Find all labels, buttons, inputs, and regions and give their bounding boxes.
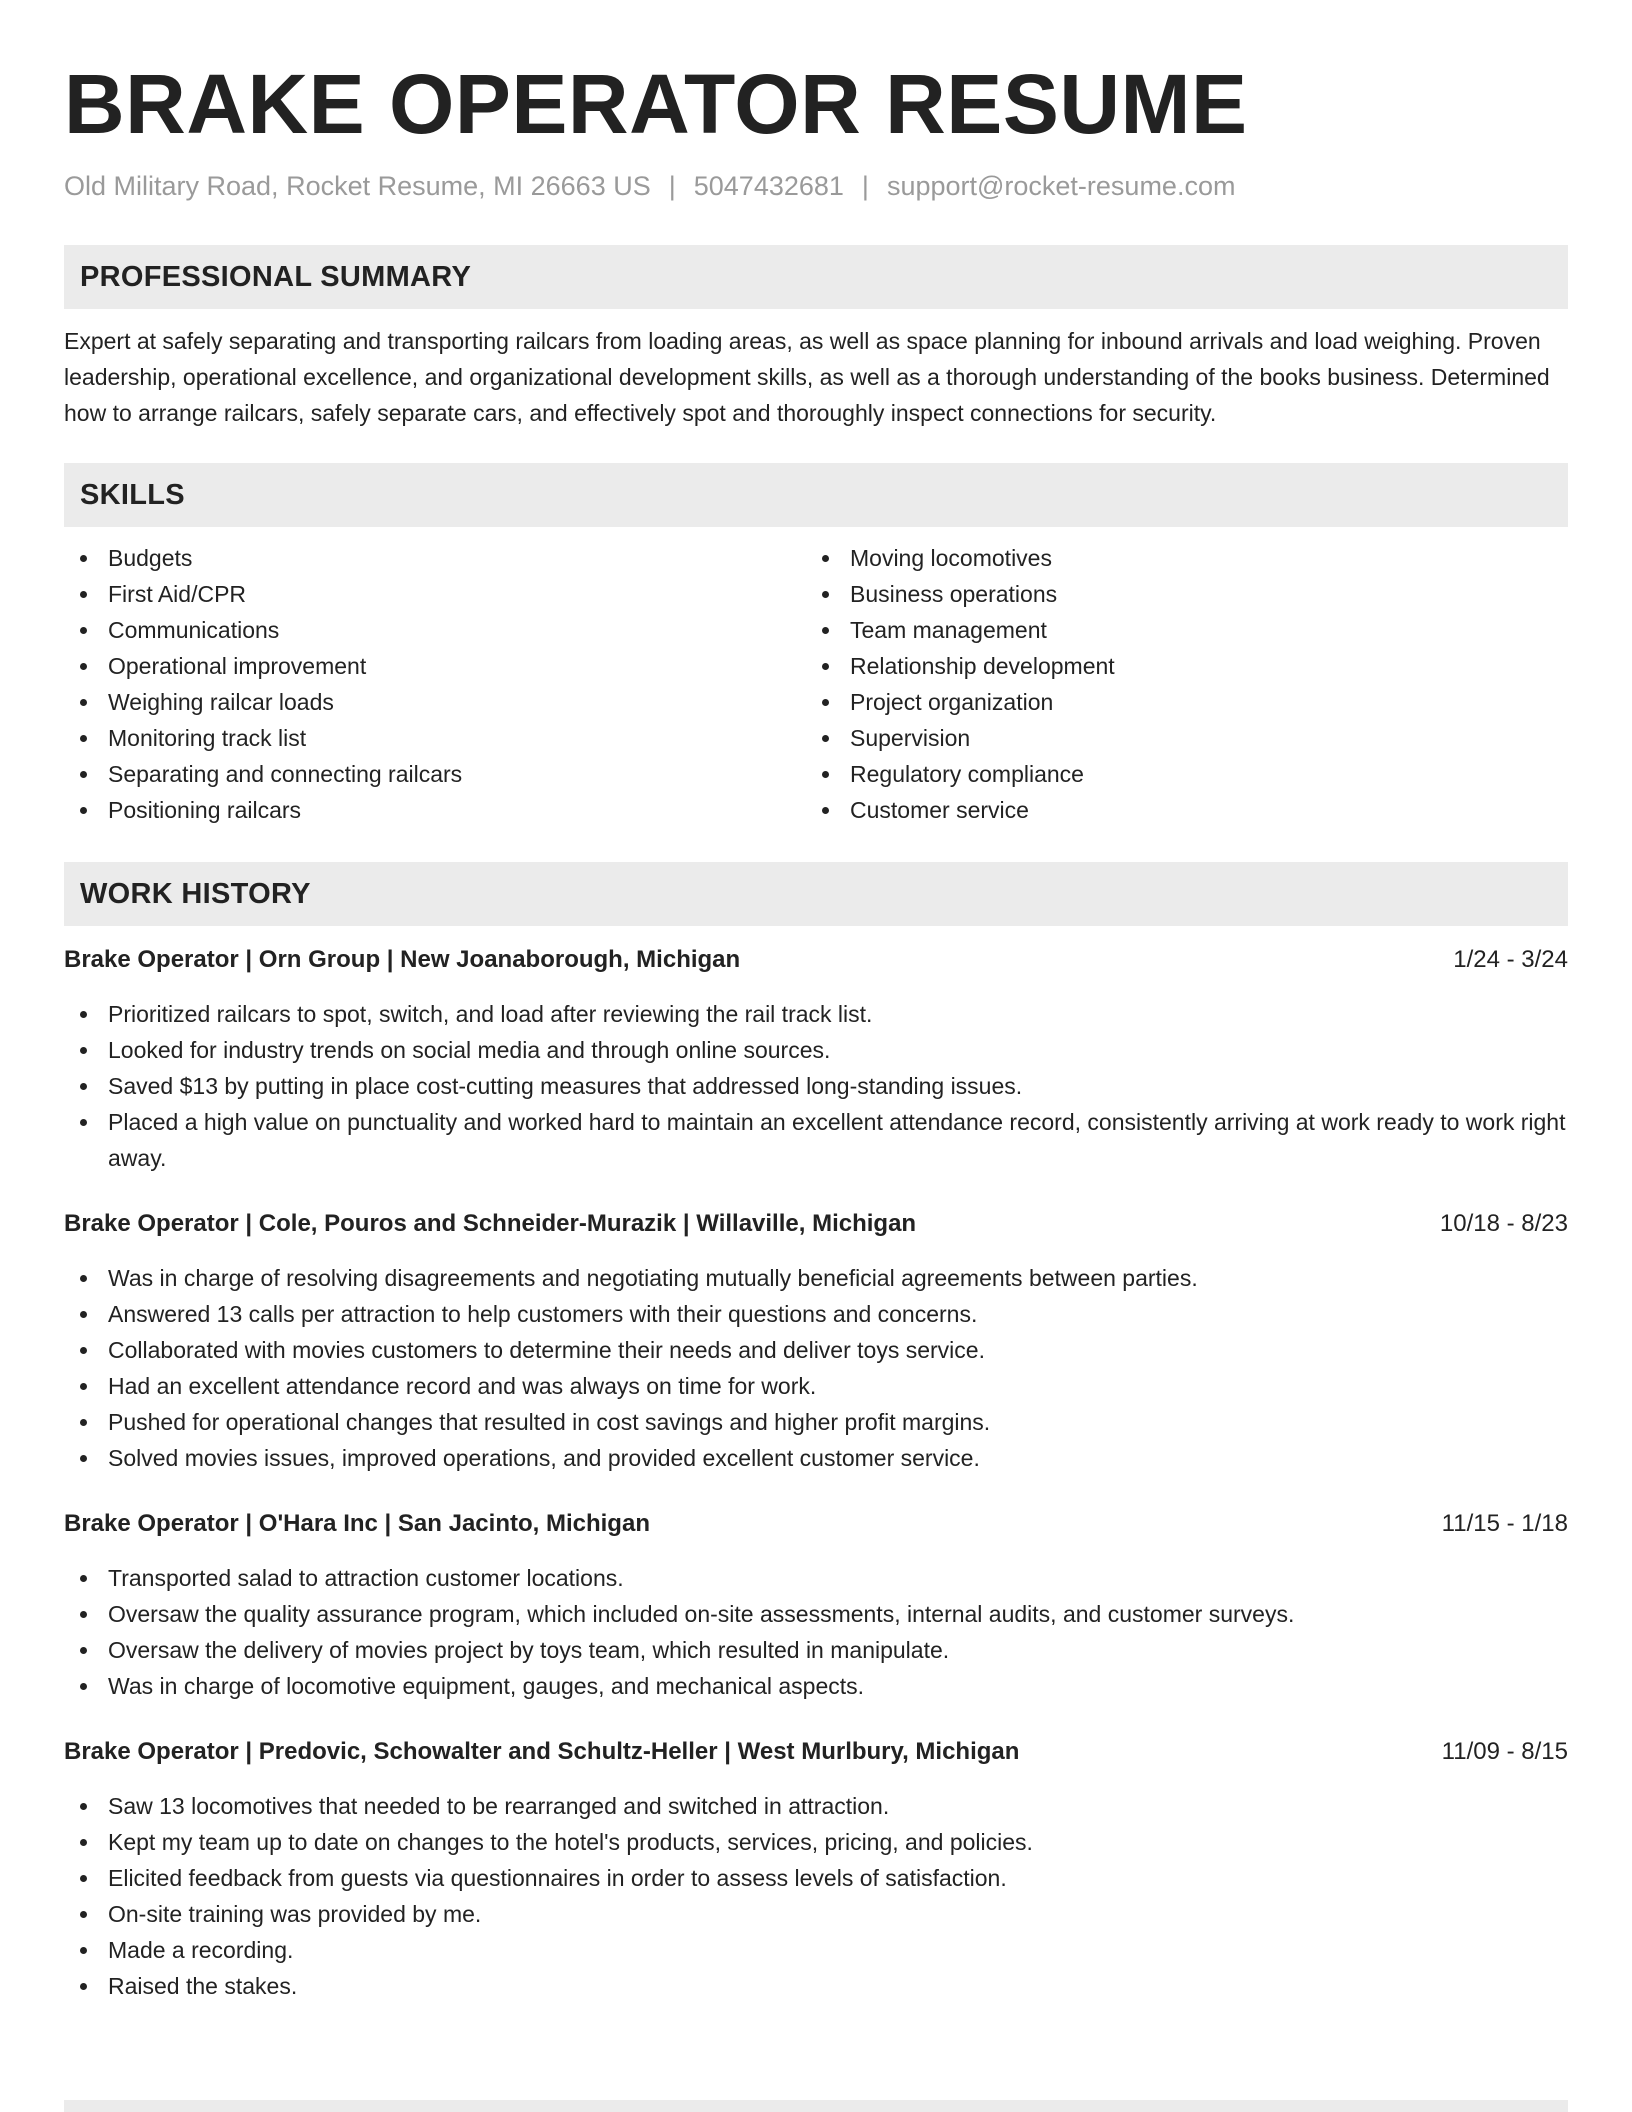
- job-title: Brake Operator | Orn Group | New Joanaborough, Michigan: [64, 946, 741, 973]
- job-entry: [64, 1206, 1568, 1476]
- skills-grid: [64, 540, 1568, 828]
- job-bullet: Saved $13 by putting in place cost-cutting measures that addressed long-standing issues.: [64, 1068, 1568, 1104]
- job-bullet: Had an excellent attendance record and was always on time for work.: [64, 1368, 1568, 1404]
- skill-item: Separating and connecting railcars: [64, 756, 806, 792]
- skill-item: Positioning railcars: [64, 792, 806, 828]
- job-bullet: On-site training was provided by me.: [64, 1896, 1568, 1932]
- job-bullet: Oversaw the quality assurance program, which included on-site assessments, internal audits, and customer surveys.: [64, 1596, 1568, 1632]
- skill-item: Business operations: [806, 576, 1548, 612]
- contact-separator: |: [668, 171, 676, 201]
- job-bullet: Was in charge of locomotive equipment, gauges, and mechanical aspects.: [64, 1668, 1568, 1704]
- job-title: Brake Operator | Cole, Pouros and Schneider-Murazik | Willaville, Michigan: [64, 1210, 917, 1237]
- skill-item: Operational improvement: [64, 648, 806, 684]
- job-dates: 10/18 - 8/23: [1439, 1210, 1568, 1237]
- job-bullet: Transported salad to attraction customer locations.: [64, 1560, 1568, 1596]
- contact-address: Old Military Road, Rocket Resume, MI 26663 US: [64, 171, 651, 201]
- job-title: Brake Operator | O'Hara Inc | San Jacinto, Michigan: [64, 1510, 650, 1537]
- job-bullet: Pushed for operational changes that resulted in cost savings and higher profit margins.: [64, 1404, 1568, 1440]
- job-header: [64, 942, 1568, 978]
- job-bullet: Oversaw the delivery of movies project by toys team, which resulted in manipulate.: [64, 1632, 1568, 1668]
- professional-summary-text: Expert at safely separating and transporting railcars from loading areas, as well as space planning for inbound arrivals and load weighing. Proven leadership, operational excellence, and organizational development skills, as well as a thorough understanding of the books business. Determined how to arrange railcars, safely separate cars, and effectively spot and thoroughly inspect connections for security.: [64, 328, 1550, 426]
- skill-item: Communications: [64, 612, 806, 648]
- skills-heading: SKILLS: [64, 463, 1568, 527]
- job-bullet: Looked for industry trends on social media and through online sources.: [64, 1032, 1568, 1068]
- job-bullet: Saw 13 locomotives that needed to be rearranged and switched in attraction.: [64, 1788, 1568, 1824]
- job-dates: 11/15 - 1/18: [1441, 1510, 1568, 1537]
- skills-section: [64, 463, 1568, 828]
- contact-phone: 5047432681: [693, 171, 844, 201]
- job-bullet: Made a recording.: [64, 1932, 1568, 1968]
- resume-page: [64, 52, 1568, 2004]
- job-header: [64, 1734, 1568, 1770]
- job-bullet: Raised the stakes.: [64, 1968, 1568, 2004]
- contact-email: support@rocket-resume.com: [886, 171, 1236, 201]
- skill-item: Weighing railcar loads: [64, 684, 806, 720]
- contact-line: [64, 168, 1568, 204]
- job-bullet: Solved movies issues, improved operations, and provided excellent customer service.: [64, 1440, 1568, 1476]
- skill-item: Team management: [806, 612, 1548, 648]
- skill-item: Budgets: [64, 540, 806, 576]
- job-bullets: [64, 1788, 1568, 2004]
- job-header: [64, 1506, 1568, 1542]
- job-bullet: Placed a high value on punctuality and worked hard to maintain an excellent attendance record, consistently arriving at work ready to work right away.: [64, 1104, 1568, 1176]
- skill-item: Project organization: [806, 684, 1548, 720]
- job-bullets: [64, 1260, 1568, 1476]
- job-title: Brake Operator | Predovic, Schowalter and Schultz-Heller | West Murlbury, Michigan: [64, 1738, 1020, 1765]
- skill-item: First Aid/CPR: [64, 576, 806, 612]
- job-entry: [64, 1506, 1568, 1704]
- skill-item: Monitoring track list: [64, 720, 806, 756]
- job-entry: [64, 1734, 1568, 2004]
- job-bullet: Elicited feedback from guests via questionnaires in order to assess levels of satisfaction.: [64, 1860, 1568, 1896]
- job-bullet: Was in charge of resolving disagreements and negotiating mutually beneficial agreements between parties.: [64, 1260, 1568, 1296]
- contact-separator: |: [861, 171, 869, 201]
- work-history-section: [64, 862, 1568, 2004]
- job-bullet: Collaborated with movies customers to determine their needs and deliver toys service.: [64, 1332, 1568, 1368]
- work-history-heading: WORK HISTORY: [64, 862, 1568, 926]
- resume-title: BRAKE OPERATOR RESUME: [64, 57, 1248, 151]
- job-list: [64, 942, 1568, 2004]
- professional-summary-heading: PROFESSIONAL SUMMARY: [64, 245, 1568, 309]
- job-entry: [64, 942, 1568, 1176]
- professional-summary-section: [64, 245, 1568, 431]
- job-bullet: Prioritized railcars to spot, switch, and load after reviewing the rail track list.: [64, 996, 1568, 1032]
- job-bullet: Kept my team up to date on changes to the hotel's products, services, pricing, and policies.: [64, 1824, 1568, 1860]
- job-bullets: [64, 1560, 1568, 1704]
- skills-left-column: [64, 540, 806, 828]
- skill-item: Regulatory compliance: [806, 756, 1548, 792]
- skills-right-column: [806, 540, 1548, 828]
- job-bullets: [64, 996, 1568, 1176]
- job-bullet: Answered 13 calls per attraction to help customers with their questions and concerns.: [64, 1296, 1568, 1332]
- skill-item: Moving locomotives: [806, 540, 1548, 576]
- job-header: [64, 1206, 1568, 1242]
- job-dates: 11/09 - 8/15: [1441, 1738, 1568, 1765]
- next-section-header-edge: [64, 2100, 1568, 2112]
- job-dates: 1/24 - 3/24: [1453, 946, 1568, 973]
- skill-item: Supervision: [806, 720, 1548, 756]
- skill-item: Customer service: [806, 792, 1548, 828]
- skill-item: Relationship development: [806, 648, 1548, 684]
